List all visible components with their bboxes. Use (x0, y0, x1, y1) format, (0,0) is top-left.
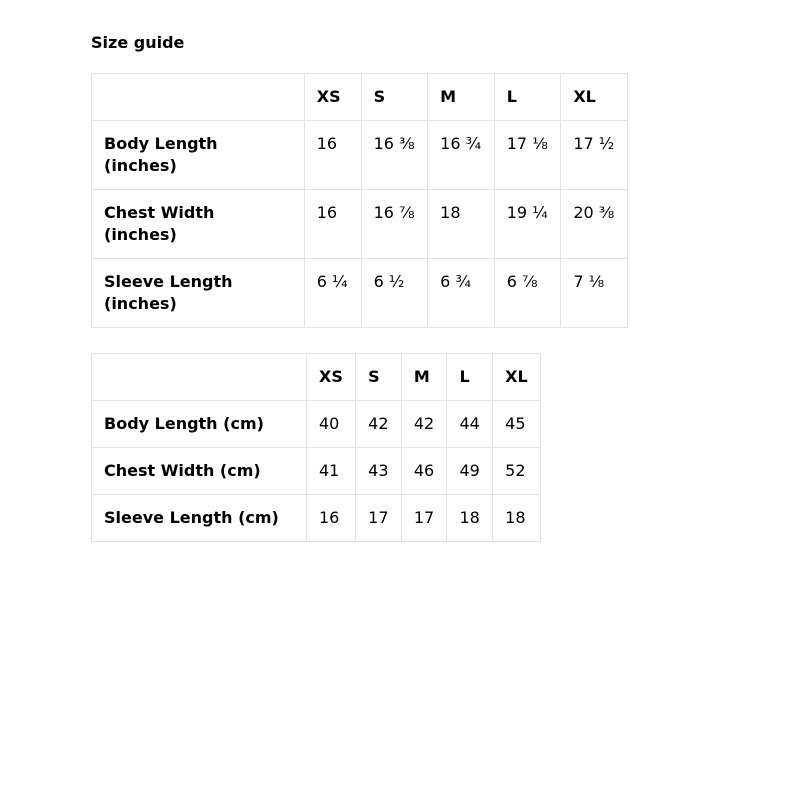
cell-value: 46 (401, 448, 447, 495)
table-row (92, 259, 628, 328)
cell-value: 43 (356, 448, 402, 495)
cell-value: 6 ¾ (428, 259, 495, 328)
cell-value: 44 (447, 401, 493, 448)
size-guide-document (91, 34, 628, 542)
header-cell-xl: XL (493, 354, 541, 401)
cell-value: 45 (493, 401, 541, 448)
header-cell-m: M (401, 354, 447, 401)
cell-value: 16 (304, 121, 361, 190)
header-cell-empty (92, 74, 305, 121)
table-row (92, 121, 628, 190)
cell-value: 17 (356, 495, 402, 542)
header-cell-xs: XS (307, 354, 356, 401)
table-row (92, 190, 628, 259)
header-cell-empty (92, 354, 307, 401)
cell-value: 6 ⅞ (494, 259, 561, 328)
cell-value: 16 ⅜ (361, 121, 428, 190)
cell-value: 18 (493, 495, 541, 542)
cell-value: 20 ⅜ (561, 190, 628, 259)
row-label-body-length: Body Length (inches) (92, 121, 305, 190)
cell-value: 41 (307, 448, 356, 495)
cell-value: 19 ¼ (494, 190, 561, 259)
row-label-body-length: Body Length (cm) (92, 401, 307, 448)
header-cell-xs: XS (304, 74, 361, 121)
header-cell-s: S (361, 74, 428, 121)
header-cell-l: L (447, 354, 493, 401)
cell-value: 16 (304, 190, 361, 259)
table-header-row (92, 74, 628, 121)
cell-value: 42 (356, 401, 402, 448)
table-row (92, 448, 541, 495)
header-cell-xl: XL (561, 74, 628, 121)
cell-value: 42 (401, 401, 447, 448)
cell-value: 7 ⅛ (561, 259, 628, 328)
cell-value: 52 (493, 448, 541, 495)
table-row (92, 495, 541, 542)
cell-value: 16 ¾ (428, 121, 495, 190)
cell-value: 16 ⅞ (361, 190, 428, 259)
table-header-row (92, 354, 541, 401)
cell-value: 17 ½ (561, 121, 628, 190)
cell-value: 49 (447, 448, 493, 495)
header-cell-l: L (494, 74, 561, 121)
cell-value: 16 (307, 495, 356, 542)
size-table-cm (91, 353, 541, 542)
row-label-chest-width: Chest Width (inches) (92, 190, 305, 259)
cell-value: 17 (401, 495, 447, 542)
cell-value: 6 ½ (361, 259, 428, 328)
cell-value: 18 (447, 495, 493, 542)
cell-value: 17 ⅛ (494, 121, 561, 190)
header-cell-s: S (356, 354, 402, 401)
cell-value: 6 ¼ (304, 259, 361, 328)
header-cell-m: M (428, 74, 495, 121)
size-table-inches (91, 73, 628, 328)
table-row (92, 401, 541, 448)
cell-value: 40 (307, 401, 356, 448)
row-label-sleeve-length: Sleeve Length (inches) (92, 259, 305, 328)
cell-value: 18 (428, 190, 495, 259)
page-title: Size guide (91, 33, 185, 52)
row-label-sleeve-length: Sleeve Length (cm) (92, 495, 307, 542)
row-label-chest-width: Chest Width (cm) (92, 448, 307, 495)
